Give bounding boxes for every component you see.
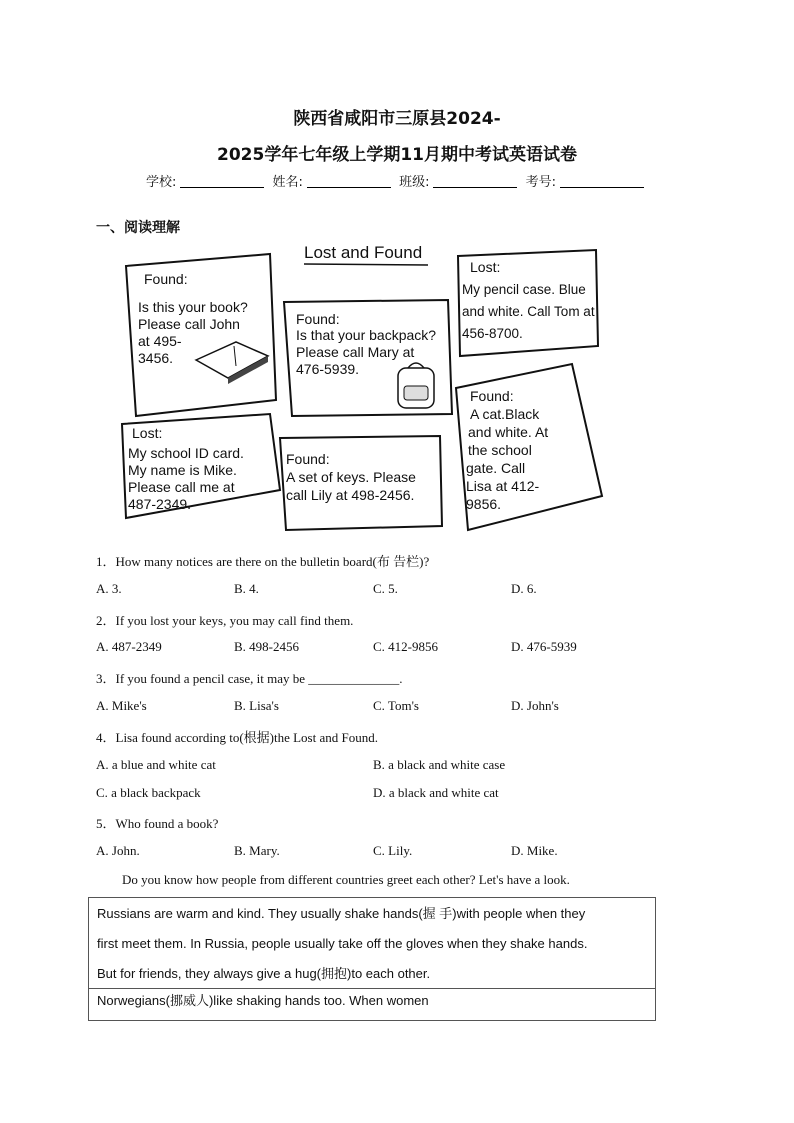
page-title-line1: 陕西省咸阳市三原县2024-: [293, 109, 501, 129]
board-heading: Lost and Found: [304, 243, 423, 262]
notice-id-card-line: My school ID card.: [128, 445, 244, 461]
notice-book-line: Is this your book?: [138, 299, 248, 315]
q3-option-a[interactable]: A. Mike's: [96, 698, 147, 713]
passage-line: Russians are warm and kind. They usually shake hands(握 手)with people when they: [97, 906, 586, 921]
notice-backpack-line: Please call Mary at: [296, 344, 415, 360]
passage-box-russia: [88, 897, 656, 989]
q1-option-d[interactable]: D. 6.: [511, 581, 537, 596]
q4-option-a[interactable]: A. a blue and white cat: [96, 757, 216, 772]
notice-cat-line: A cat.Black: [470, 406, 540, 422]
notice-cat-line: and white. At: [468, 424, 549, 440]
q4-option-c[interactable]: C. a black backpack: [96, 785, 201, 800]
notice-cat-line: the school: [468, 442, 532, 458]
q2-option-b[interactable]: B. 498-2456: [234, 639, 299, 654]
exam-number-blank[interactable]: [560, 187, 644, 188]
q3-option-c[interactable]: C. Tom's: [373, 698, 419, 713]
notice-id-card-line: Please call me at: [128, 479, 235, 495]
name-blank[interactable]: [307, 187, 391, 188]
notice-cat-line: 9856.: [466, 496, 502, 512]
notice-pencil-case-type: Lost:: [470, 259, 501, 275]
passage-box-norway: [88, 989, 656, 1021]
notice-id-card-type: Lost:: [132, 425, 163, 441]
backpack-icon: [398, 363, 434, 408]
passage-line: But for friends, they always give a hug(拥抱)to each other.: [97, 966, 431, 981]
page-title-line2: 2025学年七年级上学期11月期中考试英语试卷: [217, 145, 577, 165]
notice-keys-type: Found:: [286, 451, 330, 467]
section-title: 一、阅读理解: [96, 220, 180, 236]
q1-option-c[interactable]: C. 5.: [373, 581, 398, 596]
notice-backpack-line: Is that your backpack?: [296, 327, 437, 343]
name-label: 姓名:: [272, 175, 303, 190]
notice-id-card-line: 487-2349.: [128, 496, 192, 512]
notice-book-line: 3456.: [138, 350, 174, 366]
question-2: 2．If you lost your keys, you may call find them.: [96, 613, 354, 628]
class-blank[interactable]: [433, 187, 517, 188]
passage-line: Norwegians(挪威人)like shaking hands too. When women: [97, 993, 429, 1008]
q5-option-c[interactable]: C. Lily.: [373, 843, 413, 858]
q2-option-c[interactable]: C. 412-9856: [373, 639, 438, 654]
exam-number-label: 考号:: [525, 175, 556, 190]
notice-book-line: Please call John: [138, 316, 240, 332]
notice-cat-type: Found:: [470, 388, 514, 404]
notice-keys-line: call Lily at 498-2456.: [286, 487, 415, 503]
question-3: 3．If you found a pencil case, it may be ______________.: [96, 671, 403, 686]
class-label: 班级:: [399, 175, 430, 190]
bulletin-board-illustration: [96, 238, 610, 538]
question-1: 1．How many notices are there on the bulletin board(布 告栏)?: [96, 554, 430, 569]
notice-backpack-type: Found:: [296, 311, 340, 327]
q2-option-d[interactable]: D. 476-5939: [511, 639, 577, 654]
q4-option-d[interactable]: D. a black and white cat: [373, 785, 499, 800]
school-label: 学校:: [146, 175, 177, 190]
q2-option-a[interactable]: A. 487-2349: [96, 639, 162, 654]
q3-option-d[interactable]: D. John's: [511, 698, 559, 713]
notice-book-line: at 495-: [138, 333, 182, 349]
notice-book-type: Found:: [144, 271, 188, 287]
q5-option-d[interactable]: D. Mike.: [511, 843, 558, 858]
notice-keys-line: A set of keys. Please: [286, 469, 416, 485]
q3-option-b[interactable]: B. Lisa's: [234, 698, 279, 713]
notice-cat-line: Lisa at 412-: [466, 478, 540, 494]
q1-option-b[interactable]: B. 4.: [234, 581, 259, 596]
q4-option-b[interactable]: B. a black and white case: [373, 757, 506, 772]
notice-cat-line: gate. Call: [466, 460, 526, 476]
notice-id-card-line: My name is Mike.: [128, 462, 237, 478]
notice-pencil-case-line: 456-8700.: [462, 326, 523, 341]
student-info-row: [0, 171, 794, 190]
notice-pencil-case-line: My pencil case. Blue: [462, 282, 586, 297]
passage-intro: Do you know how people from different countries greet each other? Let's have a look.: [122, 872, 570, 887]
notice-pencil-case-line: and white. Call Tom at: [462, 304, 595, 319]
question-5: 5．Who found a book?: [96, 816, 219, 831]
passage-line: first meet them. In Russia, people usually take off the gloves when they shake hands.: [97, 936, 588, 951]
q5-option-b[interactable]: B. Mary.: [234, 843, 280, 858]
school-blank[interactable]: [180, 187, 264, 188]
notice-backpack-line: 476-5939.: [296, 361, 360, 377]
question-4: 4．Lisa found according to(根据)the Lost and Found.: [96, 730, 378, 745]
q5-option-a[interactable]: A. John.: [96, 843, 140, 858]
q1-option-a[interactable]: A. 3.: [96, 581, 122, 596]
